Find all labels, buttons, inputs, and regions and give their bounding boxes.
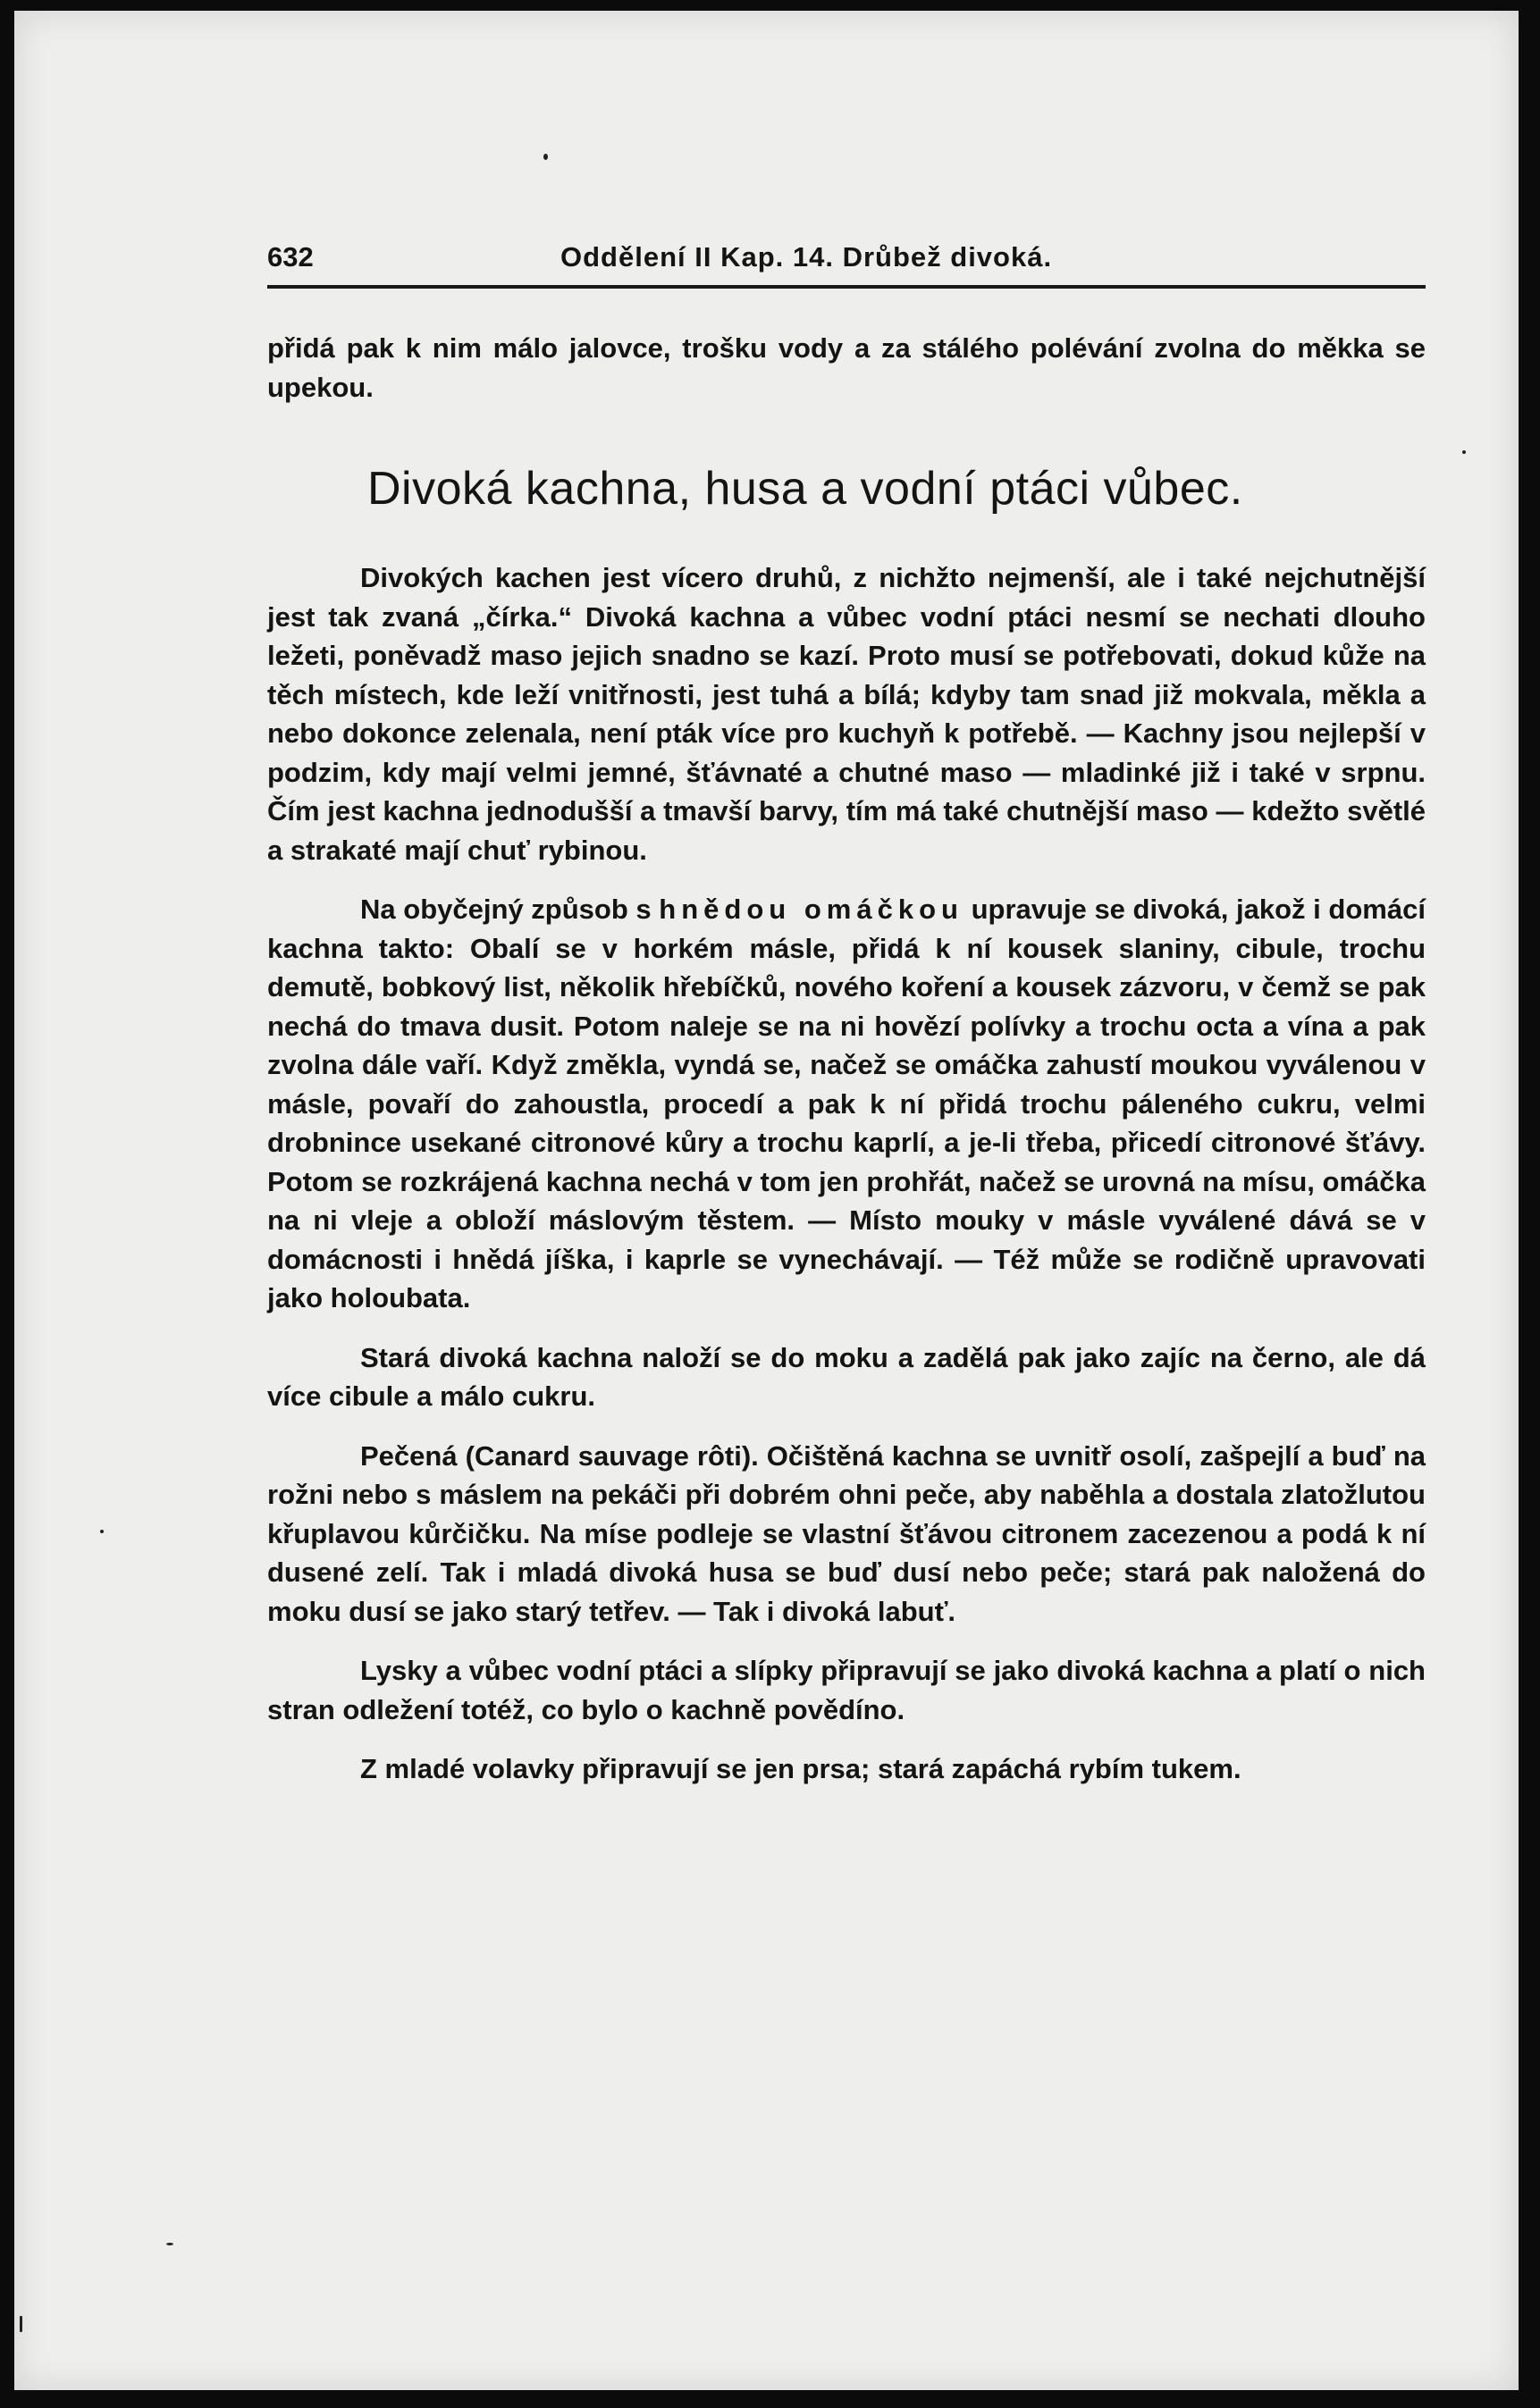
p4-term2: divoká husa — [609, 1556, 774, 1588]
p6-text: připravují se jen prsa; stará zapáchá rybím tukem. — [582, 1753, 1241, 1784]
p6-term: volavky — [472, 1753, 575, 1784]
p2-pre: Na obyčejný způsob s — [360, 894, 652, 925]
p5-term: Lysky a vůbec vodní ptáci a slípky — [360, 1655, 813, 1686]
running-header — [267, 241, 1426, 282]
paragraph-volavky — [267, 1749, 1426, 1789]
paragraph-pecena — [267, 1437, 1426, 1632]
p6-pre: Z mladé — [360, 1753, 466, 1784]
section-title: Divoká kachna, husa a vodní ptáci vůbec. — [367, 463, 1243, 515]
page-body — [267, 329, 1426, 1789]
scan-speck — [100, 1530, 104, 1533]
paragraph-hneda-omacka — [267, 890, 1426, 1318]
p5-text: připravují se jako divoká kachna a platí o nich stran odležení totéž, co bylo o kachně povědíno. — [267, 1655, 1426, 1725]
paragraph-stara-kachna — [267, 1338, 1426, 1416]
scanned-page — [14, 11, 1519, 2390]
header-rule — [267, 285, 1426, 289]
p3-term: Stará divoká kachna — [360, 1341, 633, 1373]
p4-text2: se buď dusí nebo peče; stará pak naložená do moku dusí se jako starý tetřev. — Tak i — [267, 1556, 1426, 1627]
intro-paragraph: přidá pak k nim málo jalovce, trošku vody a za stálého polévání zvolna do měkka se upekou. — [267, 332, 1426, 403]
paragraph-divoke-kachny: Divokých kachen jest vícero druhů, z nichžto nejmenší, ale i také nejchutnější jest tak zvaná „čírka.“ Divoká kachna a vůbec vodní ptáci nesmí se nechati dlouho ležeti, poněvadž maso jejich snadno se kazí. Proto musí se potřebovati, dokud kůže na těch místech, kde leží vnitřnosti, jest tuhá a bílá; kdyby tam snad již mokvala, měkla a nebo dokonce zelenala, není pták více pro kuchyň k potřebě. — Kachny jsou nejlepší v podzim, kdy mají velmi jemné, šťávnaté a chutné maso — mladinké již i také v srpnu. Čím jest kachna jednodušší a tmavší barvy, tím má také chutnější maso — kdežto světlé a strakaté mají chuť rybinou. — [267, 562, 1426, 866]
p2-spaced-term: hnědou omáčkou — [659, 894, 964, 925]
p4-term: Pečená — [360, 1439, 458, 1472]
p4-term3: divoká labuť. — [782, 1595, 956, 1627]
p3-text: naloží se do moku a zadělá pak jako zajíc na černo, ale dá více cibule a málo cukru. — [267, 1341, 1426, 1412]
scan-speck — [166, 2243, 173, 2245]
scan-speck — [20, 2316, 22, 2332]
p4-text: (Canard sauvage rôti). Očištěná kachna se uvnitř osolí, zašpejlí a buď na rožni nebo s máslem na pekáči při dobrém ohni peče, aby naběhla a dostala zlatožlutou křuplavou kůrčičku. Na míse podleje se vlastní šťávou citronem zacezenou a podá k ní dusené zelí. Tak i mladá — [267, 1439, 1426, 1588]
scan-speck — [543, 154, 548, 160]
paragraph-lysky — [267, 1651, 1426, 1729]
running-title: Oddělení II Kap. 14. Drůbež divoká. — [560, 241, 1053, 273]
p2-post: upravuje se divoká, jakož i domácí kachna takto: Obalí se v horkém másle, přidá k ní kousek slaniny, cibule, trochu demutě, bobkový list, několik hřebíčků, nového koření a kousek zázvoru, v čemž se pak nechá do tmava dusit. Potom naleje se na ni hovězí polívky a trochu octa a vína a pak zvolna dále vaří. Když změkla, vyndá se, načež se omáčka zahustí moukou vyválenou v másle, povaří do zahoustla, procedí a pak k ní přidá trochu páleného cukru, velmi drobnince usekané citronové kůry a trochu kaprlí, a je-li třeba, přicedí citronové šťávy. Potom se rozkrájená kachna nechá v tom jen prohřát, načež se urovná na mísu, omáčka na ni vleje a obloží máslovým těstem. — Místo mouky v másle vyválené dává se v domácnosti i hnědá jíška, i kaprle se vynechávají. — Též může se rodičně upravovati jako holoubata. — [267, 894, 1426, 1313]
page-number: 632 — [267, 241, 314, 273]
scan-speck — [1462, 450, 1466, 454]
